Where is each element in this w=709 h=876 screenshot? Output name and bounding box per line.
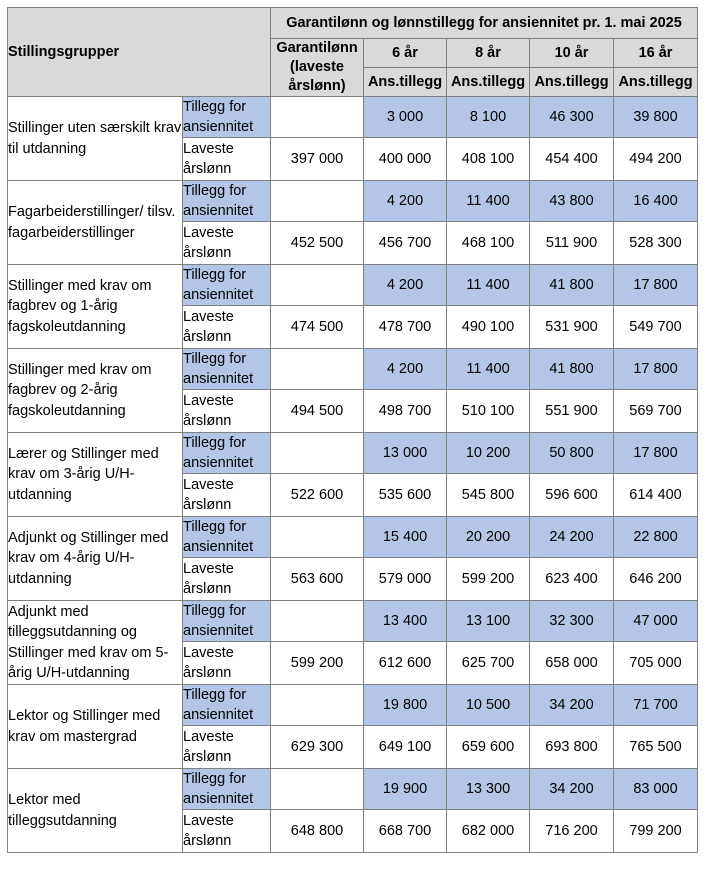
tillegg-value: 16 400 bbox=[614, 181, 698, 222]
year-header-10: 10 år bbox=[530, 39, 614, 68]
row-type-tillegg: Tillegg for ansiennitet bbox=[183, 601, 271, 642]
laveste-value: 535 600 bbox=[364, 474, 447, 517]
empty-guarantee-cell bbox=[271, 685, 364, 726]
row-type-tillegg: Tillegg for ansiennitet bbox=[183, 265, 271, 306]
row-type-laveste: Laveste årslønn bbox=[183, 810, 271, 853]
laveste-value: 498 700 bbox=[364, 390, 447, 433]
year-header-8: 8 år bbox=[447, 39, 530, 68]
laveste-value: 454 400 bbox=[530, 138, 614, 181]
laveste-value: 612 600 bbox=[364, 642, 447, 685]
tillegg-value: 13 100 bbox=[447, 601, 530, 642]
laveste-value: 468 100 bbox=[447, 222, 530, 265]
job-group-label: Stillinger med krav om fagbrev og 2-årig fagskoleutdanning bbox=[8, 349, 183, 433]
empty-guarantee-cell bbox=[271, 433, 364, 474]
laveste-value: 531 900 bbox=[530, 306, 614, 349]
row-type-laveste: Laveste årslønn bbox=[183, 558, 271, 601]
laveste-value: 649 100 bbox=[364, 726, 447, 769]
table-row bbox=[8, 349, 698, 390]
laveste-value: 682 000 bbox=[447, 810, 530, 853]
tillegg-value: 10 200 bbox=[447, 433, 530, 474]
laveste-value: 511 900 bbox=[530, 222, 614, 265]
row-type-laveste: Laveste årslønn bbox=[183, 474, 271, 517]
salary-table bbox=[7, 7, 698, 853]
row-type-tillegg: Tillegg for ansiennitet bbox=[183, 349, 271, 390]
tillegg-value: 20 200 bbox=[447, 517, 530, 558]
job-group-label: Lærer og Stillinger med krav om 3-årig U/H-utdanning bbox=[8, 433, 183, 517]
row-type-tillegg: Tillegg for ansiennitet bbox=[183, 517, 271, 558]
guarantee-value: 494 500 bbox=[271, 390, 364, 433]
job-group-label: Lektor med tilleggsutdanning bbox=[8, 769, 183, 853]
table-body bbox=[8, 97, 698, 853]
empty-guarantee-cell bbox=[271, 181, 364, 222]
job-group-label: Lektor og Stillinger med krav om mastergrad bbox=[8, 685, 183, 769]
tillegg-value: 3 000 bbox=[364, 97, 447, 138]
job-group-label: Stillinger med krav om fagbrev og 1-årig fagskoleutdanning bbox=[8, 265, 183, 349]
job-group-label: Adjunkt og Stillinger med krav om 4-årig U/H-utdanning bbox=[8, 517, 183, 601]
guarantee-value: 474 500 bbox=[271, 306, 364, 349]
tillegg-value: 22 800 bbox=[614, 517, 698, 558]
tillegg-value: 17 800 bbox=[614, 265, 698, 306]
empty-guarantee-cell bbox=[271, 769, 364, 810]
laveste-value: 545 800 bbox=[447, 474, 530, 517]
empty-guarantee-cell bbox=[271, 349, 364, 390]
guarantee-column-header: Garantilønn (laveste årslønn) bbox=[271, 39, 364, 97]
tillegg-value: 39 800 bbox=[614, 97, 698, 138]
tillegg-value: 13 000 bbox=[364, 433, 447, 474]
table-title: Garantilønn og lønnstillegg for ansiennitet pr. 1. mai 2025 bbox=[271, 8, 698, 39]
laveste-value: 799 200 bbox=[614, 810, 698, 853]
tillegg-value: 46 300 bbox=[530, 97, 614, 138]
row-type-tillegg: Tillegg for ansiennitet bbox=[183, 433, 271, 474]
empty-guarantee-cell bbox=[271, 97, 364, 138]
tillegg-value: 11 400 bbox=[447, 181, 530, 222]
ans-tillegg-header: Ans.tillegg bbox=[614, 68, 698, 97]
tillegg-value: 10 500 bbox=[447, 685, 530, 726]
laveste-value: 599 200 bbox=[447, 558, 530, 601]
laveste-value: 510 100 bbox=[447, 390, 530, 433]
table-row bbox=[8, 517, 698, 558]
row-type-laveste: Laveste årslønn bbox=[183, 726, 271, 769]
laveste-value: 705 000 bbox=[614, 642, 698, 685]
tillegg-value: 41 800 bbox=[530, 265, 614, 306]
tillegg-value: 17 800 bbox=[614, 349, 698, 390]
tillegg-value: 47 000 bbox=[614, 601, 698, 642]
ans-tillegg-header: Ans.tillegg bbox=[447, 68, 530, 97]
guarantee-value: 452 500 bbox=[271, 222, 364, 265]
row-type-laveste: Laveste årslønn bbox=[183, 390, 271, 433]
group-column-header: Stillingsgrupper bbox=[8, 8, 271, 97]
laveste-value: 716 200 bbox=[530, 810, 614, 853]
row-type-tillegg: Tillegg for ansiennitet bbox=[183, 685, 271, 726]
tillegg-value: 4 200 bbox=[364, 265, 447, 306]
laveste-value: 596 600 bbox=[530, 474, 614, 517]
empty-guarantee-cell bbox=[271, 517, 364, 558]
row-type-tillegg: Tillegg for ansiennitet bbox=[183, 97, 271, 138]
job-group-label: Adjunkt med tilleggsutdanning og Stillinger med krav om 5-årig U/H-utdanning bbox=[8, 601, 183, 685]
ans-tillegg-header: Ans.tillegg bbox=[530, 68, 614, 97]
tillegg-value: 11 400 bbox=[447, 265, 530, 306]
tillegg-value: 17 800 bbox=[614, 433, 698, 474]
table-row bbox=[8, 769, 698, 810]
tillegg-value: 11 400 bbox=[447, 349, 530, 390]
laveste-value: 408 100 bbox=[447, 138, 530, 181]
year-header-16: 16 år bbox=[614, 39, 698, 68]
tillegg-value: 43 800 bbox=[530, 181, 614, 222]
empty-guarantee-cell bbox=[271, 265, 364, 306]
tillegg-value: 71 700 bbox=[614, 685, 698, 726]
laveste-value: 614 400 bbox=[614, 474, 698, 517]
table-row bbox=[8, 433, 698, 474]
laveste-value: 658 000 bbox=[530, 642, 614, 685]
tillegg-value: 19 900 bbox=[364, 769, 447, 810]
laveste-value: 625 700 bbox=[447, 642, 530, 685]
row-type-laveste: Laveste årslønn bbox=[183, 138, 271, 181]
laveste-value: 623 400 bbox=[530, 558, 614, 601]
empty-guarantee-cell bbox=[271, 601, 364, 642]
job-group-label: Fagarbeiderstillinger/ tilsv. fagarbeiderstillinger bbox=[8, 181, 183, 265]
laveste-value: 400 000 bbox=[364, 138, 447, 181]
laveste-value: 659 600 bbox=[447, 726, 530, 769]
row-type-tillegg: Tillegg for ansiennitet bbox=[183, 181, 271, 222]
laveste-value: 569 700 bbox=[614, 390, 698, 433]
row-type-laveste: Laveste årslønn bbox=[183, 642, 271, 685]
laveste-value: 478 700 bbox=[364, 306, 447, 349]
tillegg-value: 32 300 bbox=[530, 601, 614, 642]
laveste-value: 490 100 bbox=[447, 306, 530, 349]
laveste-value: 494 200 bbox=[614, 138, 698, 181]
guarantee-value: 397 000 bbox=[271, 138, 364, 181]
laveste-value: 668 700 bbox=[364, 810, 447, 853]
guarantee-value: 563 600 bbox=[271, 558, 364, 601]
laveste-value: 528 300 bbox=[614, 222, 698, 265]
tillegg-value: 4 200 bbox=[364, 349, 447, 390]
guarantee-value: 629 300 bbox=[271, 726, 364, 769]
guarantee-value: 648 800 bbox=[271, 810, 364, 853]
tillegg-value: 24 200 bbox=[530, 517, 614, 558]
year-header-6: 6 år bbox=[364, 39, 447, 68]
tillegg-value: 8 100 bbox=[447, 97, 530, 138]
laveste-value: 693 800 bbox=[530, 726, 614, 769]
tillegg-value: 15 400 bbox=[364, 517, 447, 558]
ans-tillegg-header: Ans.tillegg bbox=[364, 68, 447, 97]
laveste-value: 579 000 bbox=[364, 558, 447, 601]
table-row bbox=[8, 97, 698, 138]
laveste-value: 456 700 bbox=[364, 222, 447, 265]
tillegg-value: 50 800 bbox=[530, 433, 614, 474]
table-row bbox=[8, 265, 698, 306]
guarantee-value: 522 600 bbox=[271, 474, 364, 517]
guarantee-value: 599 200 bbox=[271, 642, 364, 685]
tillegg-value: 13 400 bbox=[364, 601, 447, 642]
table-row bbox=[8, 181, 698, 222]
job-group-label: Stillinger uten særskilt krav til utdanning bbox=[8, 97, 183, 181]
tillegg-value: 19 800 bbox=[364, 685, 447, 726]
laveste-value: 549 700 bbox=[614, 306, 698, 349]
tillegg-value: 34 200 bbox=[530, 769, 614, 810]
row-type-tillegg: Tillegg for ansiennitet bbox=[183, 769, 271, 810]
table-row bbox=[8, 685, 698, 726]
laveste-value: 646 200 bbox=[614, 558, 698, 601]
tillegg-value: 83 000 bbox=[614, 769, 698, 810]
laveste-value: 765 500 bbox=[614, 726, 698, 769]
laveste-value: 551 900 bbox=[530, 390, 614, 433]
tillegg-value: 4 200 bbox=[364, 181, 447, 222]
table-row bbox=[8, 601, 698, 642]
row-type-laveste: Laveste årslønn bbox=[183, 222, 271, 265]
tillegg-value: 13 300 bbox=[447, 769, 530, 810]
tillegg-value: 41 800 bbox=[530, 349, 614, 390]
tillegg-value: 34 200 bbox=[530, 685, 614, 726]
row-type-laveste: Laveste årslønn bbox=[183, 306, 271, 349]
